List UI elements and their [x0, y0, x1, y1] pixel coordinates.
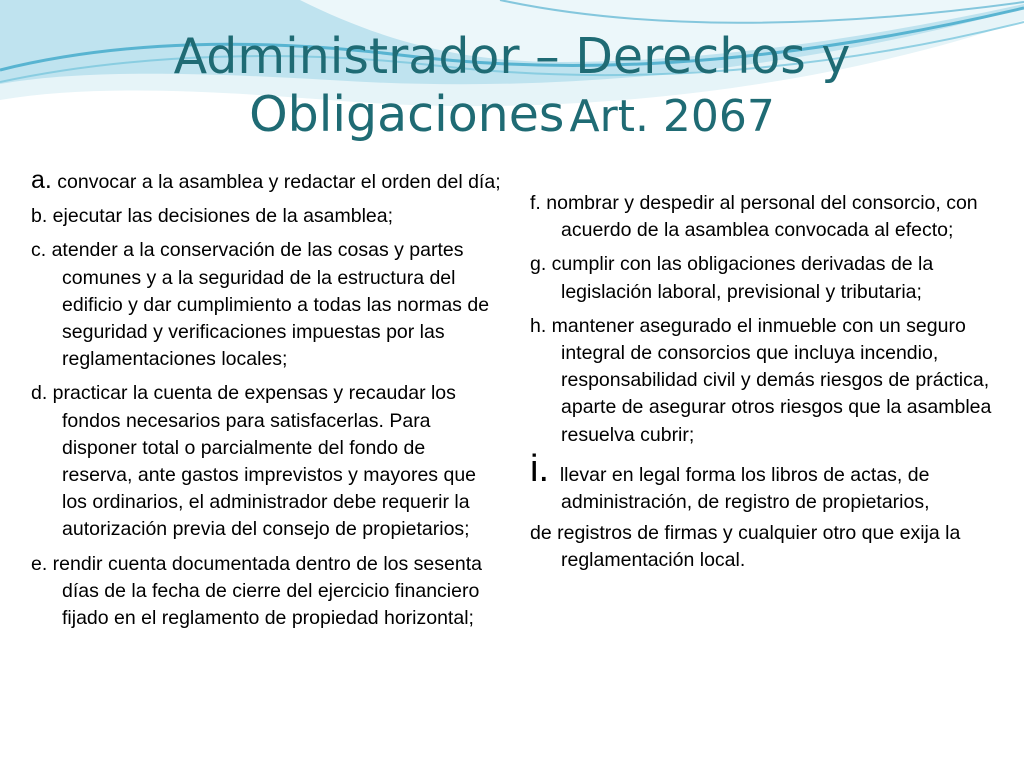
list-item-g: g. cumplir con las obligaciones derivadas de la legislación laboral, previsional y tributaria; [530, 253, 934, 303]
title-line-2-main: Obligaciones [249, 85, 565, 143]
left-column [31, 167, 501, 639]
list-item-d: d. practicar la cuenta de expensas y recaudar los fondos necesarios para satisfacerlas. Para disponer total o parcialmente del fondo de reserva, ante gastos imprevistos y mayores que los ordinarios, el administrador debe requerir la autorización previa del consejo de propietarios; [31, 382, 477, 541]
list-item-c: c. atender a la conservación de las cosas y partes comunes y a la seguridad de la estructura del edificio y dar cumplimiento a todas las normas de seguridad y verificaciones impuestas por las reglamentaciones locales; [31, 239, 490, 371]
title-article-ref: Art. 2067 [569, 90, 775, 142]
list-item-e: e. rendir cuenta documentada dentro de los sesenta días de la fecha de cierre del ejercicio financiero fijado en el reglamento de propiedad horizontal; [31, 552, 482, 630]
item-a-marker: a. [31, 166, 52, 194]
list-item-b: b. ejecutar las decisiones de la asamblea; [31, 205, 394, 228]
list-item-f: f. nombrar y despedir al personal del consorcio, con acuerdo de la asamblea convocada al efecto; [530, 192, 978, 242]
slide-title [60, 28, 964, 144]
list-item-i-continued: de registros de firmas y cualquier otro que exija la reglamentación local. [530, 522, 961, 572]
list-item-h: h. mantener asegurado el inmueble con un seguro integral de consorcios que incluya incendio, responsabilidad civil y demás riesgos de práctica, aparte de asegurar otros riesgos que la asamblea resuelva cubrir; [530, 314, 992, 446]
item-a-text: convocar a la asamblea y redactar el orden del día; [51, 171, 501, 193]
list-item-i [530, 447, 1000, 516]
right-column [530, 190, 1000, 582]
item-i-marker: i. [530, 447, 549, 490]
item-i-text: llevar en legal forma los libros de actas, de administración, de registro de propietarios, [549, 463, 935, 514]
list-item-a [31, 167, 501, 196]
title-line-1: Administrador – Derechos y [173, 28, 851, 85]
